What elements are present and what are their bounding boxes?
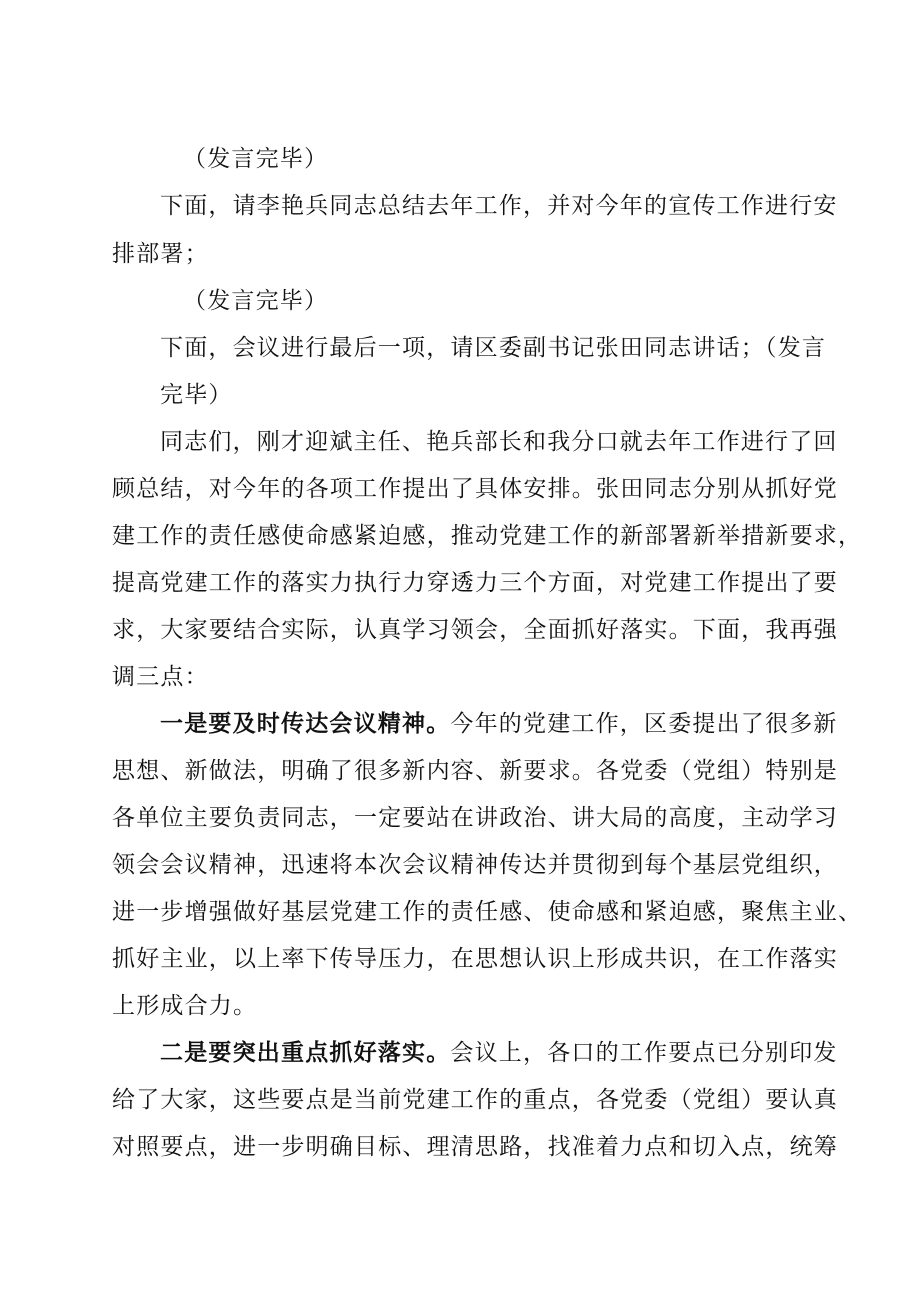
text-line: 提高党建工作的落实力执行力穿透力三个方面，对党建工作提出了要 [112, 570, 838, 596]
point-two-heading: 二是要突出重点抓好落实。 [160, 1039, 451, 1066]
text-line: 进一步增强做好基层党建工作的责任感、使命感和紧迫感，聚焦主业、 [112, 899, 863, 925]
text-line: 领会会议精神，迅速将本次会议精神传达并贯彻到每个基层党组织， [112, 852, 838, 878]
text-line: 顾总结，对今年的各项工作提出了具体安排。张田同志分别从抓好党 [112, 476, 838, 502]
point-one-heading: 一是要及时传达会议精神。 [160, 710, 451, 737]
text-line: 对照要点，进一步明确目标、理清思路，找准着力点和切入点，统筹 [112, 1134, 838, 1160]
text-line: 求，大家要结合实际，认真学习领会，全面抓好落实。下面，我再强 [112, 617, 838, 643]
text-line: 下面，会议进行最后一项，请区委副书记张田同志讲话；（发言 [160, 335, 827, 361]
text-line: 思想、新做法，明确了很多新内容、新要求。各党委（党组）特别是 [112, 758, 838, 784]
text-line: 上形成合力。 [112, 993, 258, 1019]
paragraph-line [160, 1037, 838, 1069]
text-line: 完毕） [160, 382, 233, 408]
text-line: 同志们，刚才迎斌主任、艳兵部长和我分口就去年工作进行了回 [160, 429, 838, 455]
text-line: 各单位主要负责同志，一定要站在讲政治、讲大局的高度，主动学习 [112, 805, 838, 831]
text-line: 调三点： [112, 664, 209, 690]
text-line: （发言完毕） [183, 288, 329, 314]
text-run: 今年的党建工作，区委提出了很多新 [450, 711, 838, 737]
text-line: 给了大家，这些要点是当前党建工作的重点，各党委（党组）要认真 [112, 1087, 838, 1113]
text-line: （发言完毕） [183, 146, 329, 172]
paragraph-line [160, 708, 838, 740]
text-line: 抓好主业，以上率下传导压力，在思想认识上形成共识，在工作落实 [112, 946, 838, 972]
text-line: 建工作的责任感使命感紧迫感，推动党建工作的新部署新举措新要求， [112, 523, 863, 549]
text-line: 下面，请李艳兵同志总结去年工作，并对今年的宣传工作进行安 [160, 193, 838, 219]
text-run: 会议上，各口的工作要点已分别印发 [450, 1040, 838, 1066]
text-line: 排部署； [112, 241, 209, 267]
